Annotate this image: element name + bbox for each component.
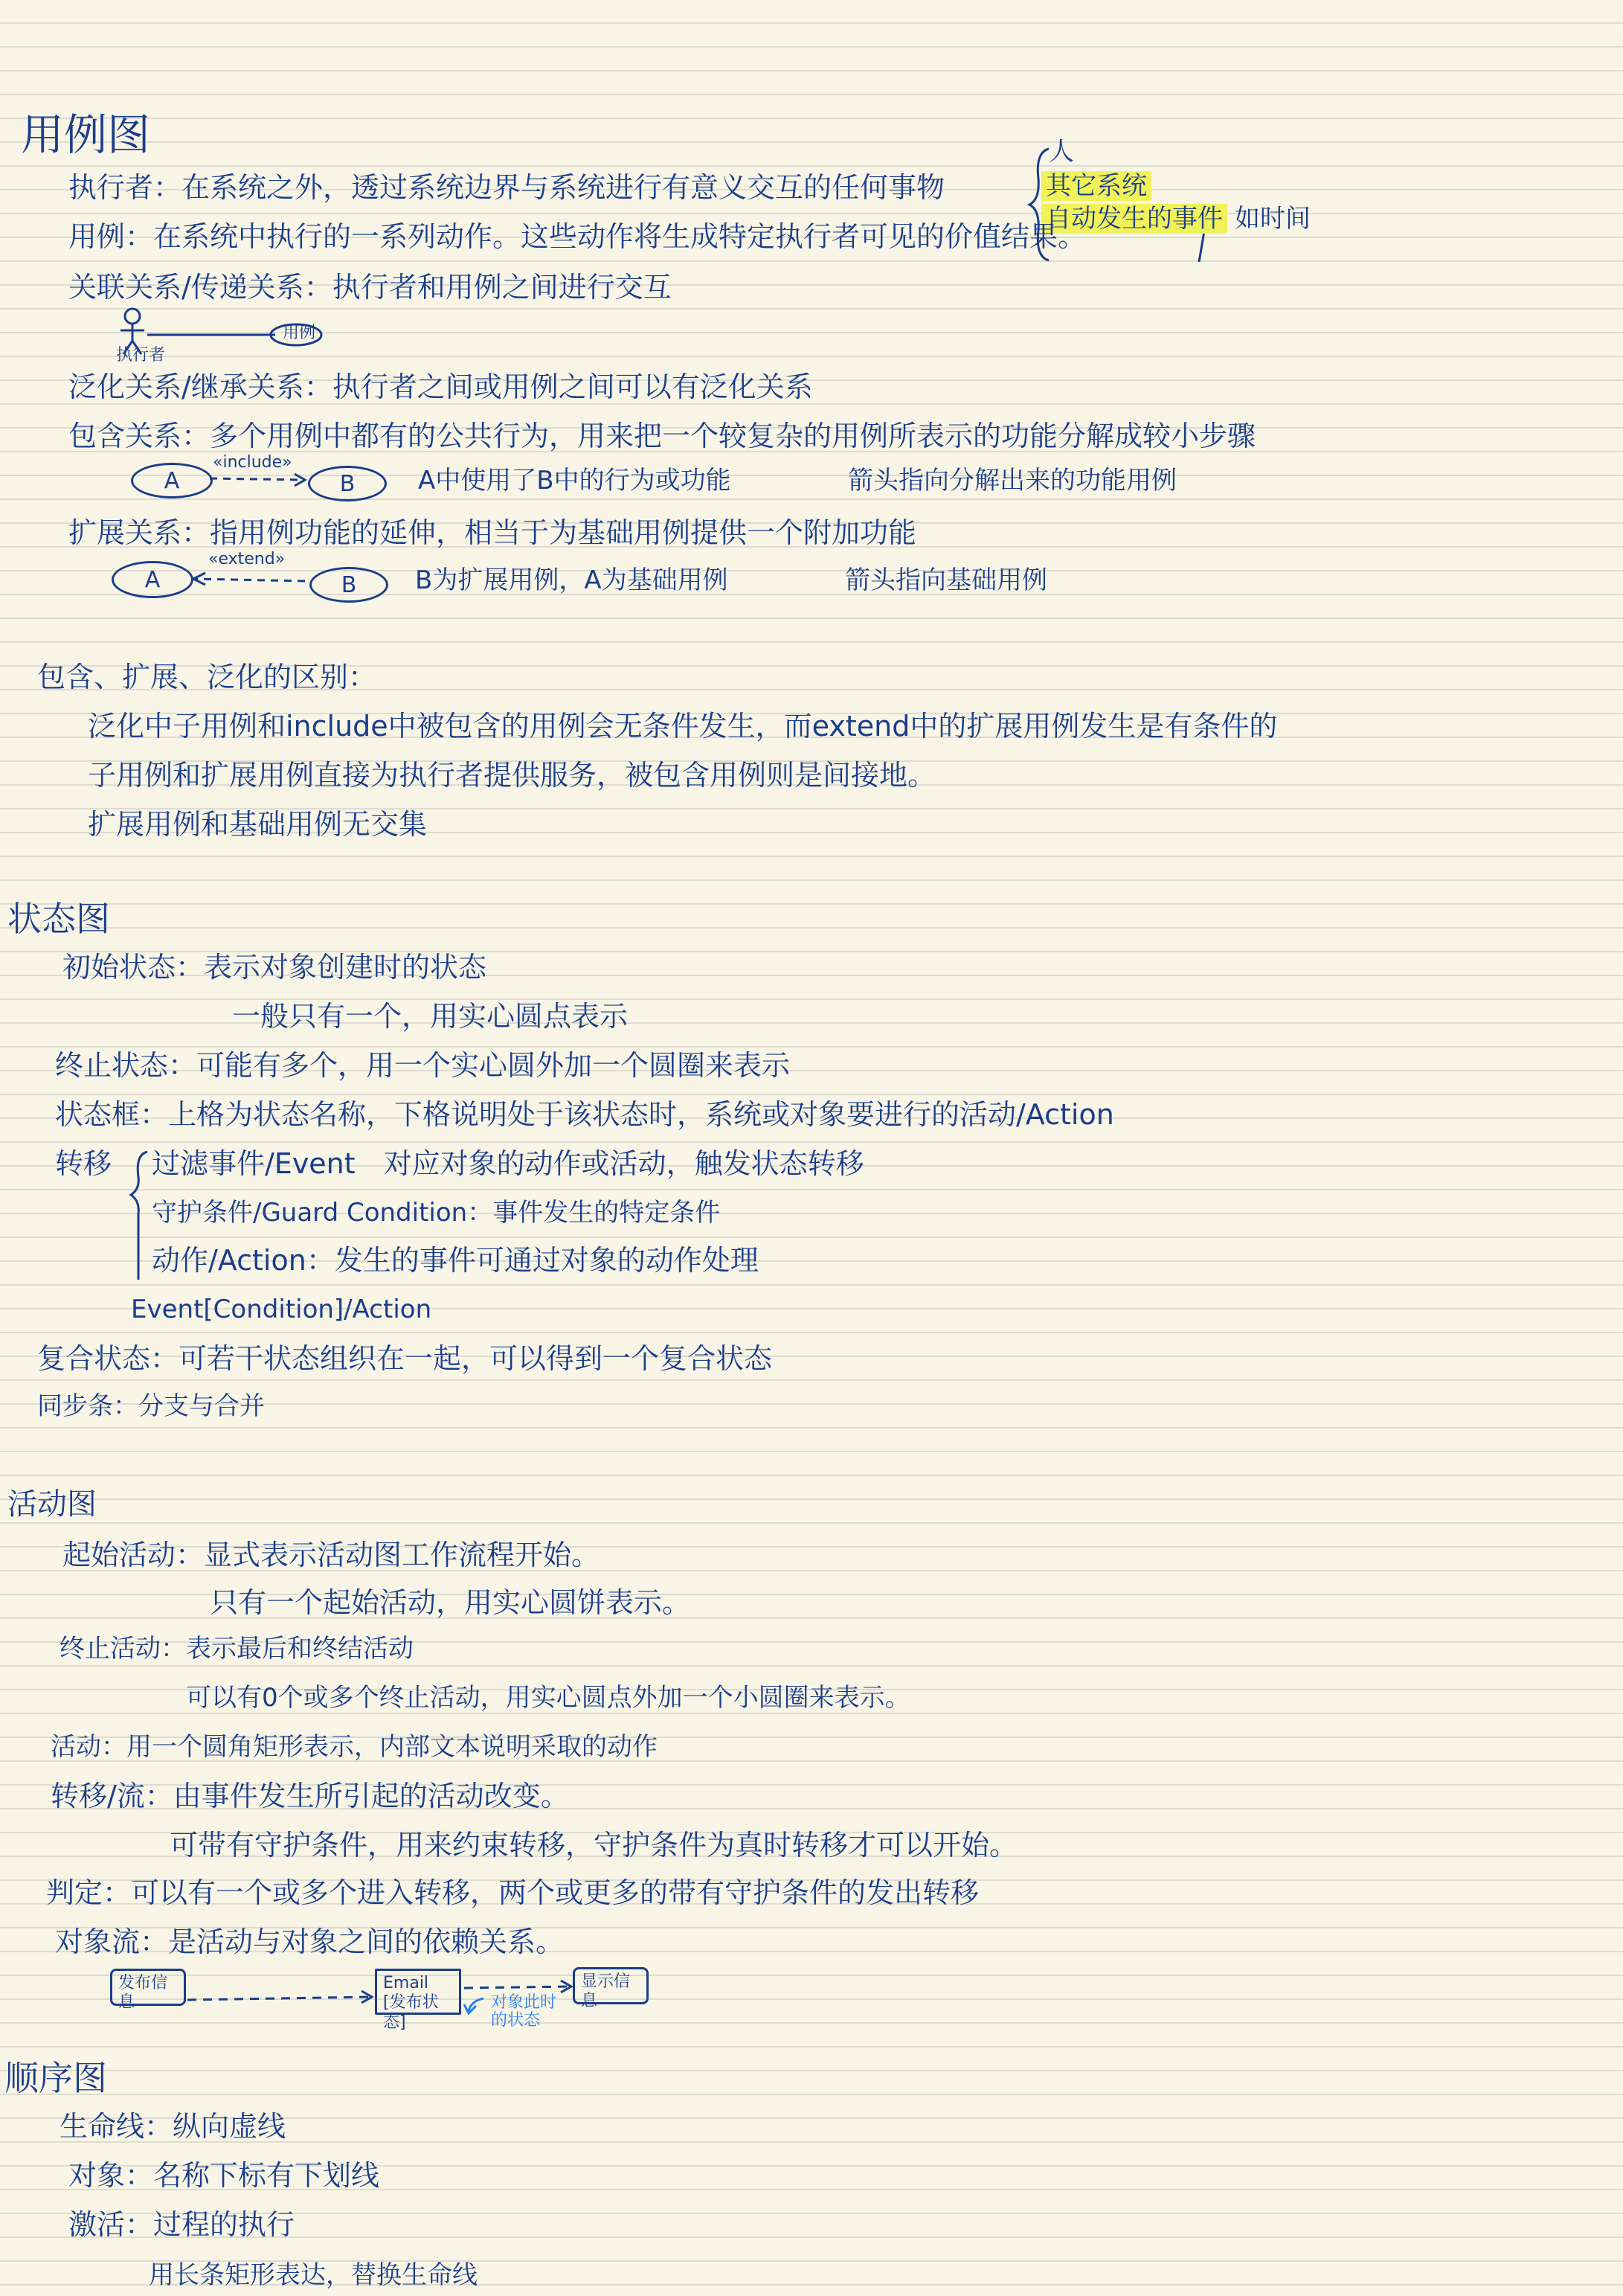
extend-description: B为扩展用例，A为基础用例 <box>415 565 728 595</box>
differences-line-3: 扩展用例和基础用例无交集 <box>88 808 428 841</box>
extend-definition: 扩展关系：指用例功能的延伸，相当于为基础用例提供一个附加功能 <box>68 516 917 549</box>
differences-title: 包含、扩展、泛化的区别： <box>37 661 377 693</box>
end-activity-line-2: 可以有0个或多个终止活动，用实心圆点外加一个小圆圈来表示。 <box>186 1683 910 1713</box>
state-box-line: 状态框：上格为状态名称，下格说明处于该状态时，系统或对象要进行的活动/Action <box>55 1098 1114 1131</box>
flow-line-2: 可带有守护条件，用来约束转移，守护条件为真时转移才可以开始。 <box>170 1829 1018 1862</box>
actor-kind-auto-event-text: 自动发生的事件 <box>1041 204 1227 234</box>
end-activity-line: 终止活动：表示最后和终结活动 <box>60 1634 414 1664</box>
extend-arrow-note: 箭头指向基础用例 <box>845 565 1047 595</box>
differences-line-2: 子用例和扩展用例直接为执行者提供服务，被包含用例则是间接地。 <box>88 759 936 792</box>
send-info-node: 发布信息 <box>110 1969 186 2006</box>
event-line: 过滤事件/Event 对应对象的动作或活动，触发状态转移 <box>152 1147 864 1180</box>
association-definition: 关联关系/传递关系：执行者和用例之间进行交互 <box>68 271 672 304</box>
use-case-definition: 用例：在系统中执行的一系列动作。这些动作将生成特定执行者可见的价值结果。 <box>68 220 1087 253</box>
include-description: A中使用了B中的行为或功能 <box>418 466 731 496</box>
state-diagram-title: 状态图 <box>7 899 110 939</box>
start-activity-line-2: 只有一个起始活动，用实心圆饼表示。 <box>210 1586 691 1619</box>
activity-diagram-title: 活动图 <box>7 1487 97 1521</box>
differences-line-1: 泛化中子用例和include中被包含的用例会无条件发生，而extend中的扩展用例发生是有条件的 <box>88 710 1278 743</box>
action-line: 动作/Action：发生的事件可通过对象的动作处理 <box>152 1244 759 1277</box>
transition-syntax: Event[Condition]/Action <box>131 1295 432 1324</box>
actor-definition: 执行者：在系统之外，透过系统边界与系统进行有意义交互的任何事物 <box>68 171 945 204</box>
include-usecase-a: A <box>131 463 213 498</box>
activation-line: 激活：过程的执行 <box>68 2208 295 2241</box>
extend-usecase-a: A <box>112 561 193 598</box>
include-stereotype: «include» <box>213 453 292 472</box>
generalization-definition: 泛化关系/继承关系：执行者之间或用例之间可以有泛化关系 <box>68 371 813 403</box>
start-activity-line: 起始活动：显式表示活动图工作流程开始。 <box>62 1539 600 1571</box>
object-line: 对象：名称下标有下划线 <box>68 2159 380 2192</box>
guard-line: 守护条件/Guard Condition：事件发生的特定条件 <box>152 1198 721 1228</box>
use-case-title: 用例图 <box>21 109 151 160</box>
flow-line: 转移/流：由事件发生所引起的活动改变。 <box>51 1780 569 1812</box>
actor-caption: 执行者 <box>116 346 166 365</box>
association-usecase-label: 用例 <box>283 324 316 342</box>
include-definition: 包含关系：多个用例中都有的公共行为，用来把一个较复杂的用例所表示的功能分解成较小步骤 <box>68 420 1256 452</box>
final-state-line: 终止状态：可能有多个，用一个实心圆外加一个圆圈来表示 <box>55 1049 791 1082</box>
email-object-node: Email [发布状态] <box>375 1969 461 2015</box>
display-info-node: 显示信息 <box>573 1967 649 2004</box>
include-usecase-b: B <box>308 466 387 501</box>
composite-state-line: 复合状态：可若干状态组织在一起，可以得到一个复合状态 <box>37 1342 773 1375</box>
lifeline-line: 生命线：纵向虚线 <box>60 2110 286 2143</box>
activity-line: 活动：用一个圆角矩形表示，内部文本说明采取的动作 <box>51 1732 658 1762</box>
activation-line-2: 用长条矩形表达，替换生命线 <box>149 2260 478 2290</box>
initial-state-line: 初始状态：表示对象创建时的状态 <box>62 951 487 984</box>
decision-line: 判定：可以有一个或多个进入转移，两个或更多的带有守护条件的发出转移 <box>46 1876 980 1909</box>
include-arrow-note: 箭头指向分解出来的功能用例 <box>848 466 1177 496</box>
object-flow-line: 对象流：是活动与对象之间的依赖关系。 <box>55 1925 565 1958</box>
actor-kind-other-system-text: 其它系统 <box>1041 171 1151 201</box>
object-state-note: 对象此时的状态 <box>491 1993 557 2030</box>
transition-label: 转移 <box>55 1147 112 1180</box>
initial-state-line-2: 一般只有一个，用实心圆点表示 <box>232 1000 629 1033</box>
actor-kind-human: 人 <box>1049 137 1074 167</box>
extend-usecase-b: B <box>309 567 388 603</box>
sync-bar-line: 同步条：分支与合并 <box>37 1391 265 1421</box>
extend-stereotype: «extend» <box>208 550 286 568</box>
time-note: 如时间 <box>1235 204 1311 234</box>
sequence-diagram-title: 顺序图 <box>4 2058 107 2098</box>
